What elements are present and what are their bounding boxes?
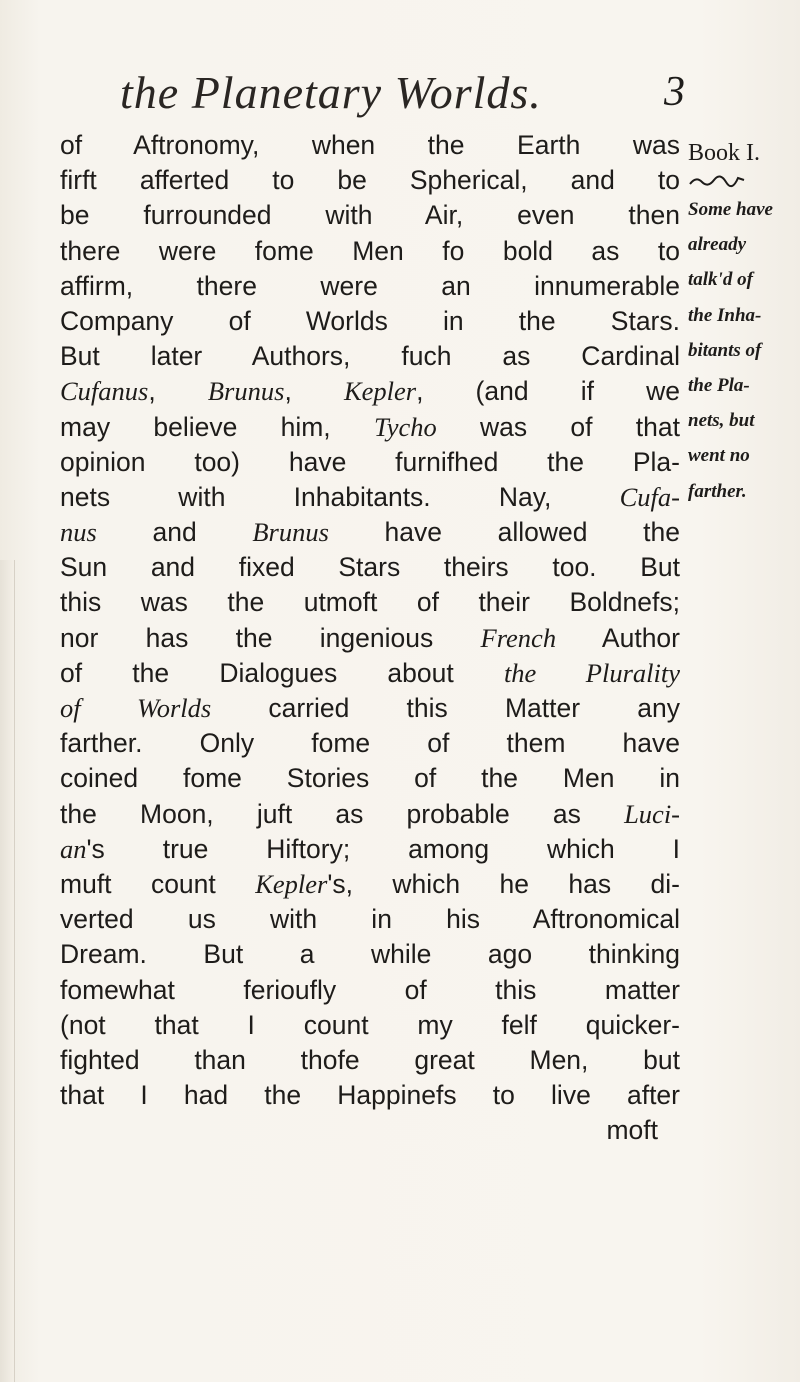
- text-line-25: [60, 973, 680, 1008]
- ornament-icon: [688, 174, 746, 188]
- text-run: firft afferted to be Spherical, and to: [60, 165, 680, 196]
- text-line-6: [60, 304, 680, 339]
- text-run: Sun and fixed Stars theirs too. But: [60, 552, 680, 583]
- italic-run: Kepler: [343, 376, 417, 407]
- marginal-line-1: Some have: [688, 199, 773, 220]
- italic-run: Tycho: [373, 411, 437, 442]
- text-line-13: [60, 550, 680, 585]
- text-line-7: [60, 339, 680, 374]
- italic-run: an: [60, 833, 87, 864]
- text-run: verted us with in his Aftronomical: [60, 904, 680, 935]
- page-number: 3: [664, 69, 685, 115]
- page-header: [0, 62, 800, 132]
- italic-run: Kepler: [255, 868, 328, 899]
- text-run: nets with Inhabitants. Nay,: [60, 481, 620, 512]
- text-run: affirm, there were an innumerable: [60, 270, 680, 301]
- text-line-4: [60, 234, 680, 269]
- text-line-5: [60, 269, 680, 304]
- text-line-20: [60, 797, 680, 832]
- text-run: 's true Hiftory; among which I: [86, 833, 680, 864]
- text-run: Dream. But a while ago thinking: [60, 939, 680, 970]
- text-line-3: [60, 198, 680, 233]
- text-line-18: [60, 726, 680, 761]
- text-line-26: [60, 1008, 680, 1043]
- text-run: there were fome Men fo bold as to: [60, 235, 680, 266]
- catchword: [60, 1113, 680, 1148]
- italic-run: Luci-: [624, 798, 680, 829]
- text-run: , (and if we: [416, 376, 680, 407]
- marginal-line-7: nets, but: [688, 410, 755, 432]
- text-run: opinion too) have furnifhed the Pla-: [60, 446, 680, 477]
- marginal-line-5: bitants of: [688, 339, 762, 361]
- body-text: [60, 128, 680, 1148]
- page-gutter-edge: [0, 560, 15, 1382]
- text-run: ,: [284, 376, 344, 407]
- marginal-note: [688, 192, 800, 509]
- text-run: this was the utmoft of their Boldnefs;: [60, 587, 680, 618]
- running-head: the Planetary Worlds.: [120, 67, 542, 118]
- text-run: that I had the Happinefs to live after: [60, 1080, 680, 1111]
- marginal-line-4: the Inha-: [688, 304, 762, 326]
- text-run: ,: [148, 376, 208, 407]
- text-line-16: [60, 656, 680, 691]
- text-line-10: [60, 445, 680, 480]
- text-line-15: [60, 621, 680, 656]
- text-line-8: [60, 374, 680, 409]
- text-line-9: [60, 410, 680, 445]
- text-line-11: [60, 480, 680, 515]
- italic-run: Cufanus: [60, 376, 149, 407]
- text-line-19: [60, 761, 680, 796]
- italic-run: Brunus: [207, 376, 285, 407]
- text-run: of the Dialogues about: [60, 657, 504, 688]
- text-line-21: [60, 832, 680, 867]
- text-run: the Moon, juft as probable as: [60, 798, 625, 829]
- text-run: Company of Worlds in the Stars.: [60, 305, 680, 336]
- marginal-line-9: farther.: [688, 480, 747, 502]
- text-run: Author: [556, 622, 680, 653]
- text-line-23: [60, 902, 680, 937]
- text-line-27: [60, 1043, 680, 1078]
- text-line-28: [60, 1078, 680, 1113]
- text-line-2: [60, 163, 680, 198]
- text-line-12: [60, 515, 680, 550]
- italic-run: of Worlds: [60, 693, 212, 723]
- text-run: and: [96, 517, 253, 548]
- italic-run: the Plurality: [503, 657, 680, 688]
- text-run: muft count: [60, 868, 256, 899]
- text-run: coined fome Stories of the Men in: [60, 763, 680, 794]
- text-run: nor has the ingenious: [60, 622, 481, 653]
- text-run: be furrounded with Air, even then: [60, 200, 680, 231]
- text-run: But later Authors, fuch as Cardinal: [60, 341, 680, 372]
- text-run: of Aftronomy, when the Earth was: [60, 130, 680, 160]
- text-line-1: [60, 128, 680, 163]
- italic-run: nus: [60, 517, 97, 548]
- italic-run: Cufa-: [619, 481, 680, 512]
- text-run: fighted than thofe great Men, but: [60, 1044, 680, 1075]
- marginal-line-6: the Pla-: [688, 374, 750, 396]
- italic-run: French: [480, 622, 557, 653]
- text-run: have allowed the: [328, 517, 680, 548]
- text-run: may believe him,: [60, 411, 374, 442]
- text-line-14: [60, 585, 680, 620]
- book-label: Book I.: [688, 140, 760, 166]
- marginal-line-3: talk'd of: [688, 269, 753, 291]
- text-run: moft: [606, 1115, 658, 1146]
- marginal-line-8: went no: [688, 445, 750, 467]
- text-run: fomewhat ferioufly of this matter: [60, 974, 680, 1005]
- text-run: was of that: [436, 411, 680, 442]
- text-run: carried this Matter any: [211, 693, 680, 723]
- marginal-line-2: already: [688, 234, 747, 256]
- text-run: 's, which he has di-: [327, 868, 681, 899]
- text-run: (not that I count my felf quicker-: [60, 1009, 680, 1040]
- text-line-22: [60, 867, 680, 902]
- text-run: farther. Only fome of them have: [60, 728, 680, 759]
- text-line-24: [60, 937, 680, 972]
- italic-run: Brunus: [252, 517, 329, 548]
- text-line-17: [60, 691, 680, 726]
